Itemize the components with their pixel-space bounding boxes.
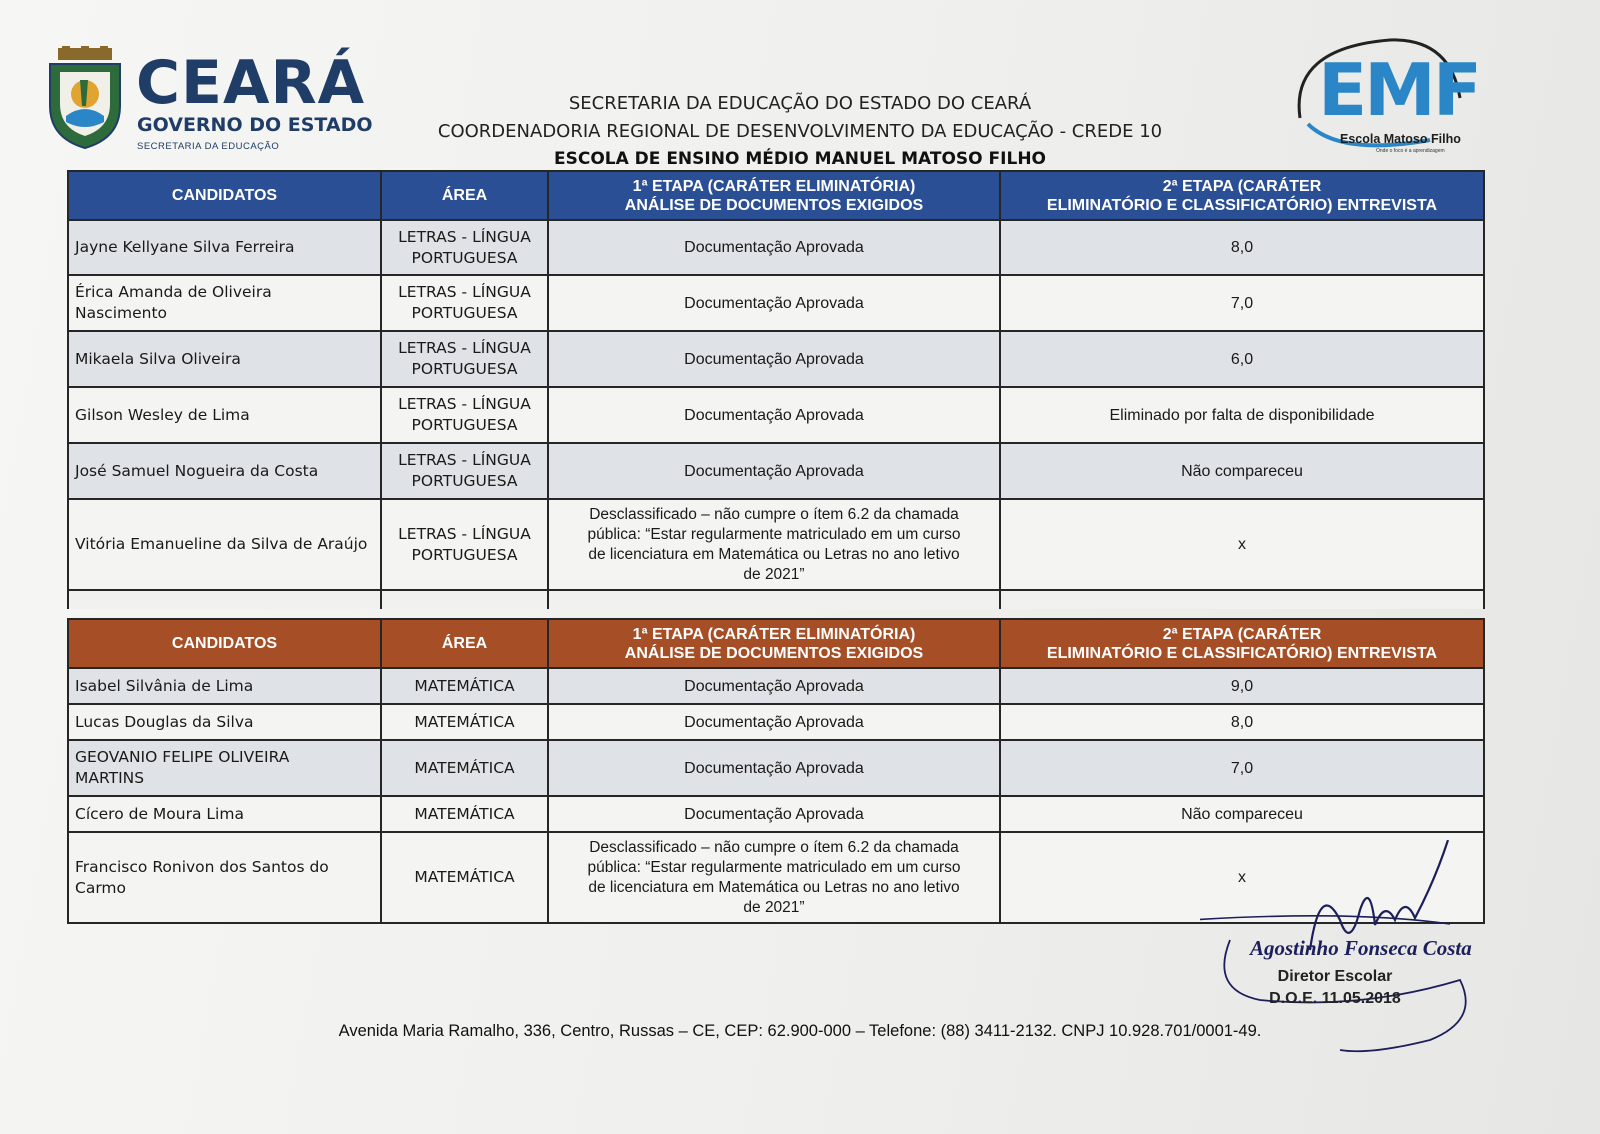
candidate-area: LETRAS - LÍNGUA PORTUGUESA xyxy=(381,499,548,590)
school-logo-name: Escola Matoso Filho xyxy=(1340,132,1461,146)
candidate-name: Gilson Wesley de Lima xyxy=(68,387,381,443)
government-logo xyxy=(44,46,374,156)
stage2-result: 8,0 xyxy=(1000,704,1484,740)
stage2-result: Eliminado por falta de disponibilidade xyxy=(1000,387,1484,443)
stage1-result: Documentação Aprovada xyxy=(548,275,1000,331)
stage2-result: Não compareceu xyxy=(1000,443,1484,499)
logo-subtitle: GOVERNO DO ESTADO xyxy=(137,114,373,136)
signatory-doe: D.O.E. 11.05.2018 xyxy=(1269,990,1401,1007)
stage1-disqualified-note: Desclassificado – não cumpre o ítem 6.2 da chamada pública: “Estar regularmente matriculado em um curso de licenciatura em Matemática ou Letras no ano letivo de 2021” xyxy=(548,832,1000,923)
candidate-name: Cícero de Moura Lima xyxy=(68,796,381,832)
stage1-result: Documentação Aprovada xyxy=(548,704,1000,740)
school-logo-motto: Onde o foco é a aprendizagem xyxy=(1376,148,1445,154)
stage1-result: Documentação Aprovada xyxy=(548,796,1000,832)
column-header-candidates: CANDIDATOS xyxy=(68,619,381,668)
table-row xyxy=(68,499,1484,590)
candidate-name: Érica Amanda de Oliveira Nascimento xyxy=(68,275,381,331)
column-header-area: ÁREA xyxy=(381,171,548,220)
stage2-result: 9,0 xyxy=(1000,668,1484,704)
column-header-stage1: 1ª ETAPA (CARÁTER ELIMINATÓRIA) ANÁLISE DE DOCUMENTOS EXIGIDOS xyxy=(548,619,1000,668)
candidate-name: Jayne Kellyane Silva Ferreira xyxy=(68,220,381,275)
table-row xyxy=(68,387,1484,443)
stage2-result: 6,0 xyxy=(1000,331,1484,387)
footer-address: Avenida Maria Ramalho, 336, Centro, Russas – CE, CEP: 62.900-000 – Telefone: (88) 3411-2132. CNPJ 10.928.701/0001-49. xyxy=(338,1022,1262,1040)
candidate-area: MATEMÁTICA xyxy=(381,668,548,704)
candidate-area: LETRAS - LÍNGUA PORTUGUESA xyxy=(381,275,548,331)
column-header-candidates: CANDIDATOS xyxy=(68,171,381,220)
table-row xyxy=(68,275,1484,331)
spacer-row xyxy=(68,590,1484,609)
candidate-name: José Samuel Nogueira da Costa xyxy=(68,443,381,499)
candidate-name: Vitória Emanueline da Silva de Araújo xyxy=(68,499,381,590)
stage2-result: 8,0 xyxy=(1000,220,1484,275)
table-row xyxy=(68,740,1484,796)
table-row xyxy=(68,668,1484,704)
stage2-result: Não compareceu xyxy=(1000,796,1484,832)
stage1-disqualified-note: Desclassificado – não cumpre o ítem 6.2 da chamada pública: “Estar regularmente matriculado em um curso de licenciatura em Matemática ou Letras no ano letivo de 2021” xyxy=(548,499,1000,590)
candidate-name: Mikaela Silva Oliveira xyxy=(68,331,381,387)
candidate-area: LETRAS - LÍNGUA PORTUGUESA xyxy=(381,331,548,387)
coat-of-arms-icon xyxy=(44,46,126,150)
candidate-name: Francisco Ronivon dos Santos do Carmo xyxy=(68,832,381,923)
stage1-result: Documentação Aprovada xyxy=(548,220,1000,275)
results-table-letras xyxy=(67,170,1485,609)
stage2-result: 7,0 xyxy=(1000,740,1484,796)
stage1-result: Documentação Aprovada xyxy=(548,668,1000,704)
candidate-area: LETRAS - LÍNGUA PORTUGUESA xyxy=(381,220,548,275)
table-row xyxy=(68,796,1484,832)
candidate-name: GEOVANIO FELIPE OLIVEIRA MARTINS xyxy=(68,740,381,796)
stage1-result: Documentação Aprovada xyxy=(548,443,1000,499)
candidate-area: MATEMÁTICA xyxy=(381,704,548,740)
column-header-stage2: 2ª ETAPA (CARÁTER ELIMINATÓRIO E CLASSIFICATÓRIO) ENTREVISTA xyxy=(1000,619,1484,668)
candidate-name: Lucas Douglas da Silva xyxy=(68,704,381,740)
column-header-stage2: 2ª ETAPA (CARÁTER ELIMINATÓRIO E CLASSIFICATÓRIO) ENTREVISTA xyxy=(1000,171,1484,220)
table-row xyxy=(68,331,1484,387)
table-row xyxy=(68,704,1484,740)
logo-department: SECRETARIA DA EDUCAÇÃO xyxy=(137,141,280,152)
stage1-result: Documentação Aprovada xyxy=(548,387,1000,443)
stage1-result: Documentação Aprovada xyxy=(548,331,1000,387)
stage2-result: x xyxy=(1000,499,1484,590)
school-logo xyxy=(1280,28,1480,168)
header-escola: ESCOLA DE ENSINO MÉDIO MANUEL MATOSO FILHO xyxy=(553,149,1046,169)
logo-title: CEARÁ xyxy=(136,48,366,118)
table-row xyxy=(68,220,1484,275)
table-row xyxy=(68,443,1484,499)
school-logo-mark: EMF xyxy=(1318,48,1480,132)
column-header-stage1: 1ª ETAPA (CARÁTER ELIMINATÓRIA) ANÁLISE DE DOCUMENTOS EXIGIDOS xyxy=(548,171,1000,220)
column-header-area: ÁREA xyxy=(381,619,548,668)
candidate-area: MATEMÁTICA xyxy=(381,796,548,832)
stage2-result: 7,0 xyxy=(1000,275,1484,331)
document-header xyxy=(380,90,1220,172)
candidate-area: LETRAS - LÍNGUA PORTUGUESA xyxy=(381,387,548,443)
header-coordenadoria: COORDENADORIA REGIONAL DE DESENVOLVIMENTO DA EDUCAÇÃO - CREDE 10 xyxy=(437,121,1163,142)
table-header-row xyxy=(68,619,1484,668)
stage1-result: Documentação Aprovada xyxy=(548,740,1000,796)
candidate-name: Isabel Silvânia de Lima xyxy=(68,668,381,704)
table-header-row xyxy=(68,171,1484,220)
candidate-area: MATEMÁTICA xyxy=(381,740,548,796)
candidate-area: MATEMÁTICA xyxy=(381,832,548,923)
candidate-area: LETRAS - LÍNGUA PORTUGUESA xyxy=(381,443,548,499)
stage2-result: x xyxy=(1000,832,1484,923)
signatory-role: Diretor Escolar xyxy=(1277,968,1393,985)
header-secretaria: SECRETARIA DA EDUCAÇÃO DO ESTADO DO CEARÁ xyxy=(568,93,1032,114)
signatory-name: Agostinho Fonseca Costa xyxy=(1250,936,1472,960)
